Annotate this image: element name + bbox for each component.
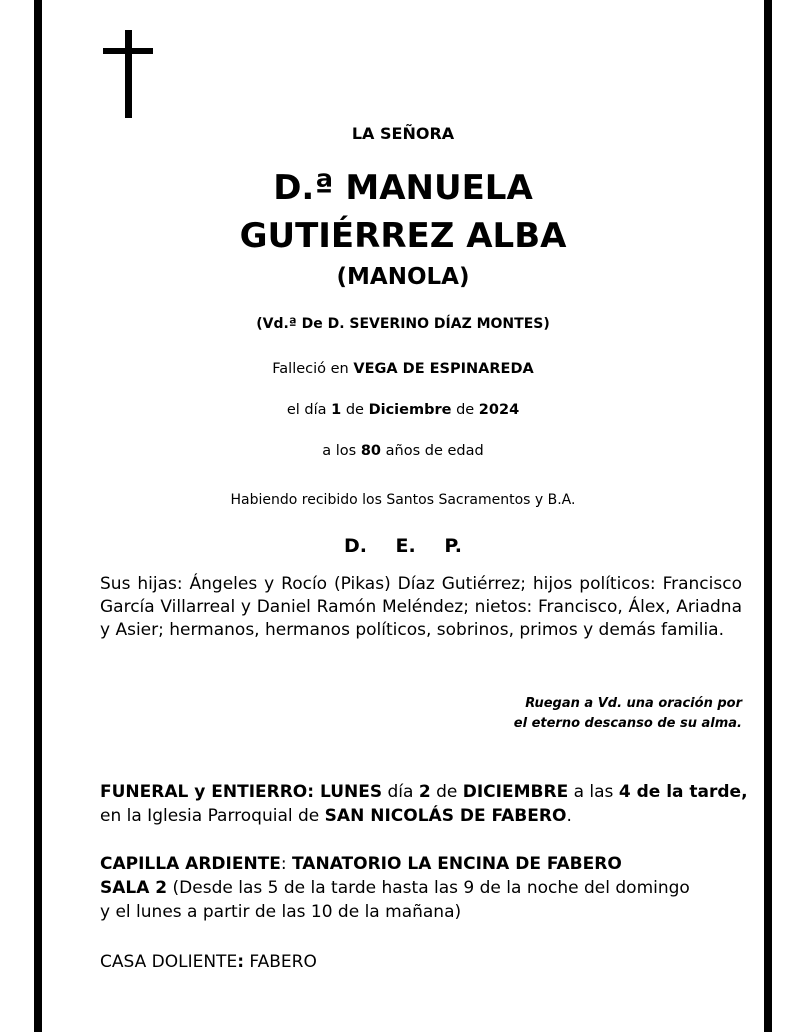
death-day: 1 bbox=[331, 402, 342, 418]
capilla-colon: : bbox=[280, 854, 287, 874]
dep-line: D. E. P. bbox=[343, 535, 463, 557]
capilla-label: CAPILLA ARDIENTE bbox=[100, 854, 281, 874]
death-year: 2024 bbox=[478, 402, 520, 418]
death-place: VEGA DE ESPINAREDA bbox=[353, 361, 534, 377]
left-border bbox=[34, 0, 42, 1032]
church-prefix: en la Iglesia Parroquial de bbox=[100, 806, 320, 826]
casa-label: CASA DOLIENTE bbox=[100, 952, 238, 972]
right-border bbox=[764, 0, 772, 1032]
funeral-a-las: a las bbox=[573, 782, 614, 802]
funeral-label: FUNERAL y ENTIERRO: LUNES bbox=[100, 782, 383, 802]
nickname: (MANOLA) bbox=[336, 264, 470, 290]
funeral-block bbox=[100, 780, 764, 828]
prayer-request bbox=[420, 694, 742, 734]
date-de-1: de bbox=[345, 402, 364, 418]
funeral-de: de bbox=[436, 782, 458, 802]
widow-of: (Vd.ª De D. SEVERINO DÍAZ MONTES) bbox=[256, 316, 550, 332]
prayer-line-1: Ruegan a Vd. una oración por bbox=[525, 696, 742, 711]
capilla-place: TANATORIO LA ENCINA DE FABERO bbox=[292, 854, 622, 874]
casa-place: FABERO bbox=[249, 952, 317, 972]
date-de-2: de bbox=[456, 402, 475, 418]
death-place-line bbox=[42, 361, 764, 377]
title-label: LA SEÑORA bbox=[351, 124, 455, 143]
cross-icon bbox=[103, 30, 153, 120]
age-line bbox=[42, 443, 764, 459]
age-prefix: a los bbox=[322, 443, 357, 459]
prayer-line-2: el eterno descanso de su alma. bbox=[513, 716, 742, 731]
casa-colon: : bbox=[237, 952, 244, 972]
name-line-2: GUTIÉRREZ ALBA bbox=[239, 216, 567, 256]
funeral-time: 4 de la tarde, bbox=[618, 782, 748, 802]
death-month: Diciembre bbox=[368, 402, 452, 418]
capilla-hours-1: (Desde las 5 de la tarde hasta las 9 de la noche del domingo bbox=[172, 878, 690, 898]
funeral-month: DICIEMBRE bbox=[462, 782, 569, 802]
funeral-dia: día bbox=[387, 782, 414, 802]
date-prefix: el día bbox=[286, 402, 327, 418]
family-paragraph: Sus hijas: Ángeles y Rocío (Pikas) Díaz Gutiérrez; hijos políticos: Francisco García Villarreal y Daniel Ramón Meléndez; nietos: Francisco, Álex, Ariadna y Asier; hermanos, hermanos políticos, sobrinos, primos y demás familia. bbox=[100, 574, 742, 640]
name-line-1: D.ª MANUELA bbox=[273, 168, 533, 208]
capilla-sala: SALA 2 bbox=[100, 878, 168, 898]
age-value: 80 bbox=[360, 443, 382, 459]
sacraments-line: Habiendo recibido los Santos Sacramentos y B.A. bbox=[230, 492, 576, 508]
death-date-line bbox=[42, 402, 764, 418]
death-prefix: Falleció en bbox=[272, 361, 349, 377]
funeral-day: 2 bbox=[418, 782, 431, 802]
church-suffix: . bbox=[566, 806, 572, 826]
capilla-hours-2: y el lunes a partir de las 10 de la mañana) bbox=[100, 902, 462, 922]
church-name: SAN NICOLÁS DE FABERO bbox=[324, 806, 567, 826]
casa-block bbox=[100, 950, 764, 974]
age-suffix: años de edad bbox=[385, 443, 484, 459]
capilla-block bbox=[100, 852, 764, 924]
